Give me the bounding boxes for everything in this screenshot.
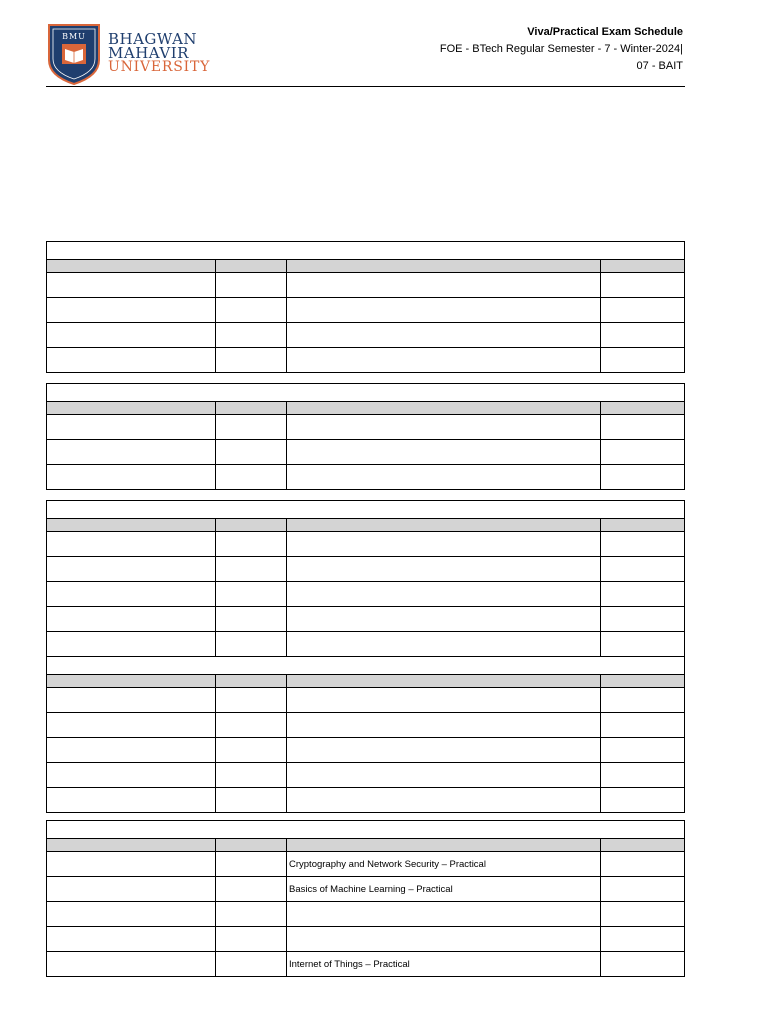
table-header [47,402,684,415]
subject-cell [287,582,601,606]
table-row [47,952,684,976]
table-row [47,532,684,557]
page-header [46,20,685,87]
table-row [47,927,684,952]
subject-cell [287,465,601,489]
subject-cell [287,298,601,322]
subject-cell [287,557,601,581]
schedule-block-2 [46,383,685,490]
subject-cell [287,323,601,347]
block-caption [47,657,684,675]
table-header [47,675,684,688]
subject-cell [287,440,601,464]
table-row [47,348,684,372]
table-header [47,519,684,532]
table-row [47,440,684,465]
subject-cell [287,902,601,926]
table-row [47,465,684,489]
table-row [47,415,684,440]
table-row [47,877,684,902]
block-caption [47,501,684,519]
schedule-block-4 [46,820,685,977]
header-info [440,24,683,75]
subject-cell [287,632,601,656]
table-row [47,788,684,812]
university-logo [46,20,226,86]
subject-cell [287,532,601,556]
table-row [47,688,684,713]
subject-cell [287,348,601,372]
logo-line-2: MAHAVIR [108,44,189,62]
subject-cell [287,607,601,631]
table-header [47,260,684,273]
subject-cell [287,273,601,297]
table-row [47,323,684,348]
table-row [47,582,684,607]
logo-line-3: UNIVERSITY [108,59,211,75]
subject-cell [287,688,601,712]
table-row [47,763,684,788]
shield-icon [46,22,102,86]
document-subtitle: FOE - BTech Regular Semester - 7 - Winter-2024| [439,43,683,55]
table-row [47,738,684,763]
subject-cell [287,738,601,762]
table-row [47,607,684,632]
schedule-block-1 [46,241,685,373]
logo-wordmark [108,32,210,74]
subject-cell [287,415,601,439]
subject-cell: Cryptography and Network Security – Practical [287,852,601,876]
table-row [47,557,684,582]
branch-label: 07 - BAIT [636,60,683,72]
subject-cell [287,713,601,737]
subject-cell [287,788,601,812]
table-row [47,902,684,927]
logo-initials: BMU [62,32,86,41]
table-row [47,713,684,738]
block-caption [47,384,684,402]
table-header [47,839,684,852]
subject-cell: Internet of Things – Practical [287,952,601,976]
subject-cell: Basics of Machine Learning – Practical [287,877,601,901]
table-row [47,298,684,323]
subject-cell [287,927,601,951]
logo-line-1: BHAGWAN [108,30,198,48]
subject-cell [287,763,601,787]
schedule-block-3 [46,500,685,813]
table-row [47,852,684,877]
document-title: Viva/Practical Exam Schedule [527,26,683,38]
block-caption [47,242,684,260]
table-row [47,632,684,657]
table-row [47,273,684,298]
block-caption [47,821,684,839]
